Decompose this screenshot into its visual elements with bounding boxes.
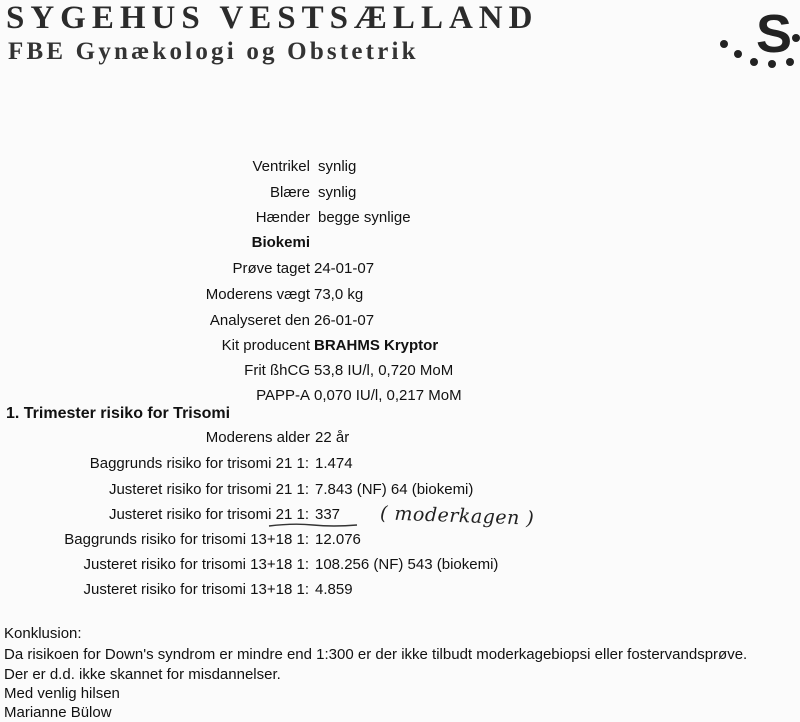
- risk-value: 4.859: [315, 581, 353, 598]
- risk-value: 1.474: [315, 455, 353, 472]
- hospital-name: SYGEHUS VESTSÆLLAND: [6, 0, 539, 36]
- finding-label: Hænder: [255, 209, 310, 226]
- risk-value: 12.076: [315, 531, 361, 548]
- risk-label: Baggrunds risiko for trisomi 21 1:: [89, 455, 309, 472]
- biochem-label: PAPP-A: [256, 387, 310, 404]
- biochem-label: Frit ßhCG: [244, 362, 310, 379]
- biochem-label: Prøve taget: [232, 260, 310, 277]
- handwritten-note: ( moderkagen ): [379, 502, 535, 530]
- finding-value: synlig: [318, 184, 357, 201]
- risk-value: 108.256 (NF) 543 (biokemi): [315, 556, 499, 573]
- risk-section-title: 1. Trimester risiko for Trisomi: [6, 405, 231, 422]
- finding-label: Blære: [269, 184, 310, 201]
- biochem-value: 0,070 IU/l, 0,217 MoM: [314, 387, 462, 404]
- finding-value: synlig: [318, 158, 357, 175]
- biochem-value: 26-01-07: [314, 312, 375, 329]
- biochemistry-heading-text: Biokemi: [251, 234, 310, 251]
- risk-value: 7.843 (NF) 64 (biokemi): [315, 481, 474, 498]
- biochem-value: 73,0 kg: [314, 286, 364, 303]
- biochem-label: Analyseret den: [209, 312, 310, 329]
- biochem-value: BRAHMS Kryptor: [314, 337, 439, 354]
- department-name: FBE Gynækologi og Obstetrik: [8, 38, 419, 65]
- risk-label: Justeret risiko for trisomi 13+18 1:: [83, 556, 309, 573]
- risk-value: 22 år: [315, 429, 350, 446]
- risk-label: Justeret risiko for trisomi 21 1:: [108, 481, 309, 498]
- biochem-label: Kit producent: [221, 337, 310, 354]
- finding-label: Ventrikel: [252, 158, 310, 175]
- risk-value: 337: [315, 506, 341, 523]
- biochem-value: 24-01-07: [314, 260, 375, 277]
- closing-greeting: Med venlig hilsen: [4, 685, 120, 702]
- finding-value: begge synlige: [318, 209, 411, 226]
- conclusion-line: Da risikoen for Down's syndrom er mindre end 1:300 er der ikke tilbudt moderkagebiopsi eller fostervandsprøve.: [4, 646, 748, 663]
- risk-label: Justeret risiko for trisomi 13+18 1:: [83, 581, 309, 598]
- conclusion-line: Der er d.d. ikke skannet for misdannelser.: [4, 666, 281, 683]
- handwritten-underline: [268, 520, 358, 530]
- hospital-logo: [714, 0, 800, 80]
- biochem-value: 53,8 IU/l, 0,720 MoM: [314, 362, 454, 379]
- risk-label: Baggrunds risiko for trisomi 13+18 1:: [64, 531, 309, 548]
- conclusion-heading: Konklusion:: [4, 625, 82, 642]
- logo-letter: S: [756, 4, 793, 64]
- biochem-label: Moderens vægt: [205, 286, 310, 303]
- risk-label: Justeret risiko for trisomi 21 1:: [108, 506, 309, 523]
- signature-name: Marianne Bülow: [4, 704, 112, 721]
- risk-label: Moderens alder: [205, 429, 310, 446]
